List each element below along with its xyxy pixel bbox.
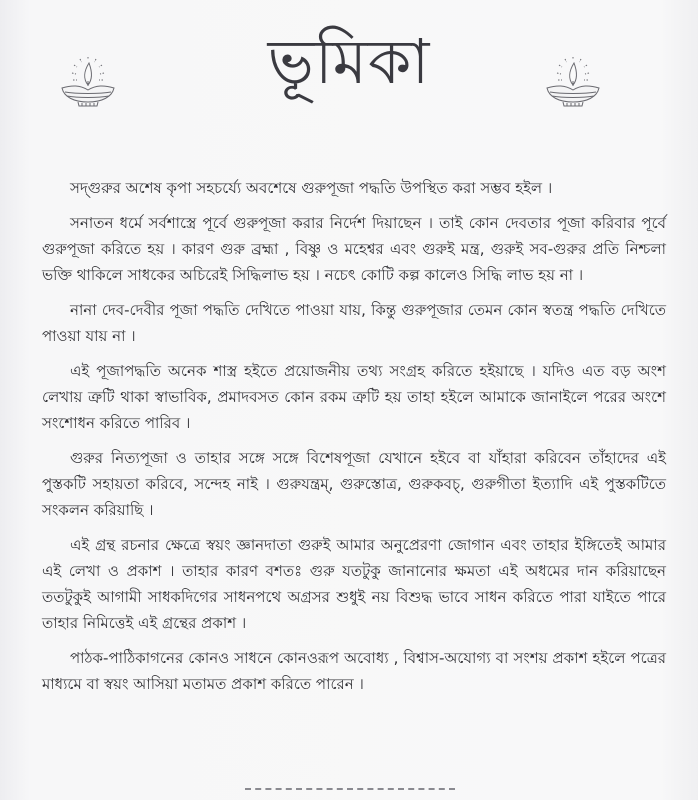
body-text	[42, 175, 666, 706]
paragraph: গুরুর নিত্যপূজা ও তাহার সঙ্গে সঙ্গে বিশেষপূজা যেখানে হইবে বা যাঁহারা করিবেন তাঁহাদের এই পুস্তকটি সহায়তা করিবে, সন্দেহ নাই । গুরুযন্ত্রম্‌, গুরুস্তোত্র, গুরুকবচ্‌, গুরুগীতা ইত্যাদি এই পুস্তকটিতে সংকলন করিয়াছি ।	[42, 449, 666, 519]
page-title: ভূমিকা	[267, 25, 431, 98]
paragraph: এই গ্রন্থ রচনার ক্ষেত্রে স্বয়ং জ্ঞানদাতা গুরুই আমার অনুপ্রেরণা জোগান এবং তাহার ইঙ্গিতেই আমার এই লেখা ও প্রকাশ । তাহার কারণ বশতঃ গুরু যতটুকু জানানোর ক্ষমতা এই অধমের দান করিয়াছেন ততটুকুই আগামী সাধকদিগের সাধনপথে অগ্রসর শুধুই নয় বিশুদ্ধ ভাবে সাধন করিতে পারা যাইতে পারে তাহার নিমিত্তেই এই গ্রন্থের প্রকাশ ।	[42, 536, 666, 632]
paragraph: পাঠক-পাঠিকাগনের কোনও সাধনে কোনওরূপ অবোধ্য , বিশ্বাস-অযোগ্য বা সংশয় প্রকাশ হইলে পত্রের মাধ্যমে বা স্বয়ং আসিয়া মতামত প্রকাশ করিতে পারেন ।	[42, 649, 666, 693]
paragraph: সনাতন ধর্মে সর্বশাস্ত্রে পূর্বে গুরুপূজা করার নির্দেশ দিয়াছেন । তাই কোন দেবতার পূজা করিবার পূর্বে গুরুপূজা করিতে হয় । কারণ গুরু ব্রহ্মা , বিষ্ণু ও মহেশ্বর এবং গুরুই মন্ত্র, গুরুই সব-গুরুর প্রতি নিশ্চলা ভক্তি থাকিলে সাধকের অচিরেই সিদ্ধিলাভ হয় । নচেৎ কোটি কল্প কালেও সিদ্ধি লাভ হয় না ।	[42, 214, 666, 284]
footer-divider	[245, 788, 455, 790]
paragraph: নানা দেব-দেবীর পূজা পদ্ধতি দেখিতে পাওয়া যায়, কিন্তু গুরুপূজার তেমন কোন স্বতন্ত্র পদ্ধতি দেখিতে পাওয়া যায় না ।	[42, 301, 666, 345]
paragraph: সদ্‌গুরুর অশেষ কৃপা সহচর্য্যে অবশেষে গুরুপূজা পদ্ধতি উপস্থিত করা সম্ভব হইল ।	[70, 179, 553, 197]
diya-lamp-icon	[543, 55, 603, 115]
paragraph: এই পূজাপদ্ধতি অনেক শাস্ত্র হইতে প্রয়োজনীয় তথ্য সংগ্রহ করিতে হইয়াছে । যদিও এত বড় অংশ লেখায় ত্রুটি থাকা স্বাভাবিক, প্রমাদবসত কোন রকম ত্রুটি হয় তাহা হইলে আমাকে জানাইলে পরের অংশে সংশোধন করিতে পারিব ।	[42, 362, 666, 432]
